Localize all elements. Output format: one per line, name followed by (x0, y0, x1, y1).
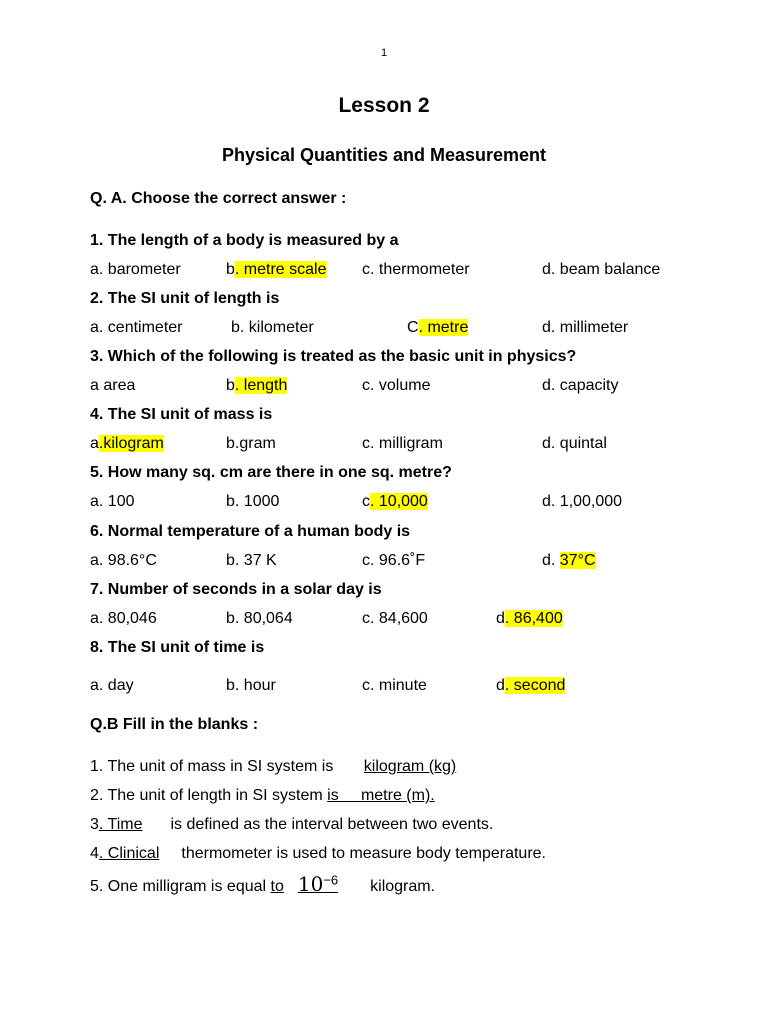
blank-4: 4. Clinical thermometer is used to measure body temperature. (90, 845, 546, 862)
blank-answer: . Time (98, 816, 143, 833)
option-d: d. capacity (542, 377, 619, 394)
option-a: a. barometer (90, 261, 181, 278)
page-subtitle: Physical Quantities and Measurement (221, 145, 547, 165)
option-a: a. 80,046 (90, 610, 157, 627)
blank-3: 3. Time is defined as the interval between two events. (90, 816, 494, 833)
blank-answer: kilogram (kg) (363, 758, 457, 775)
option-d: d. 37°C (542, 552, 596, 569)
question-6-options (0, 552, 768, 574)
option-d: d. 86,400 (496, 610, 563, 627)
option-c: c. 10,000 (362, 493, 428, 510)
option-b: b.gram (226, 435, 276, 452)
option-d: d. millimeter (542, 319, 629, 336)
option-b: b. kilometer (231, 319, 314, 336)
blank-answer: is metre (m). (327, 787, 435, 804)
option-d: d. 1,00,000 (542, 493, 623, 510)
option-c: c. 96.6˚F (362, 552, 426, 569)
option-a: a.kilogram (90, 435, 164, 452)
option-a: a. 98.6°C (90, 552, 157, 569)
question-7: 7. Number of seconds in a solar day is (90, 581, 382, 598)
answer-highlight: 37°C (559, 552, 596, 569)
answer-highlight: . 86,400 (504, 610, 563, 627)
question-6: 6. Normal temperature of a human body is (90, 523, 411, 540)
option-b: b. 37 K (226, 552, 277, 569)
option-a: a. centimeter (90, 319, 183, 336)
blank-answer: to $10^{-6}$ (270, 872, 339, 896)
answer-highlight: . 10,000 (370, 493, 428, 510)
option-a: a area (90, 377, 136, 394)
question-2-options (0, 319, 768, 341)
question-5: 5. How many sq. cm are there in one sq. metre? (90, 464, 452, 481)
question-2: 2. The SI unit of length is (90, 290, 280, 307)
option-c: c. minute (362, 677, 427, 694)
question-7-options (0, 610, 768, 632)
option-b: b. 80,064 (226, 610, 293, 627)
answer-highlight: . second (504, 677, 566, 694)
question-3-options (0, 377, 768, 399)
option-c: c. milligram (362, 435, 443, 452)
option-a: a. day (90, 677, 134, 694)
question-4-options (0, 435, 768, 457)
question-5-options (0, 493, 768, 515)
option-d: d. second (496, 677, 566, 694)
blank-1: 1. The unit of mass in SI system is kilogram (kg) (90, 758, 457, 775)
option-c: C. metre (407, 319, 469, 336)
answer-highlight: .kilogram (98, 435, 164, 452)
option-a: a. 100 (90, 493, 135, 510)
option-d: d. beam balance (542, 261, 661, 278)
blank-5: 5. One milligram is equal to $10^{-6}$ kilogram. (90, 872, 436, 896)
option-c: c. thermometer (362, 261, 470, 278)
answer-highlight: . length (234, 377, 288, 394)
option-c: c. volume (362, 377, 431, 394)
blank-2: 2. The unit of length in SI system is metre (m). (90, 787, 435, 804)
question-8-options (0, 677, 768, 699)
section-a-heading: Q. A. Choose the correct answer : (90, 190, 347, 207)
answer-highlight: . metre (418, 319, 469, 336)
option-d: d. quintal (542, 435, 607, 452)
option-b: b. metre scale (226, 261, 327, 278)
question-4: 4. The SI unit of mass is (90, 406, 273, 423)
lesson-title: Lesson 2 (338, 94, 430, 117)
section-b-heading: Q.B Fill in the blanks : (90, 716, 259, 733)
blank-answer: . Clinical (98, 845, 160, 862)
page-number: 1 (380, 47, 388, 59)
option-c: c. 84,600 (362, 610, 428, 627)
question-1-options (0, 261, 768, 283)
option-b: b. hour (226, 677, 276, 694)
answer-highlight: . metre scale (234, 261, 327, 278)
question-3: 3. Which of the following is treated as the basic unit in physics? (90, 348, 577, 365)
question-8: 8. The SI unit of time is (90, 639, 265, 656)
question-1: 1. The length of a body is measured by a (90, 232, 399, 249)
option-b: b. 1000 (226, 493, 280, 510)
option-b: b. length (226, 377, 288, 394)
